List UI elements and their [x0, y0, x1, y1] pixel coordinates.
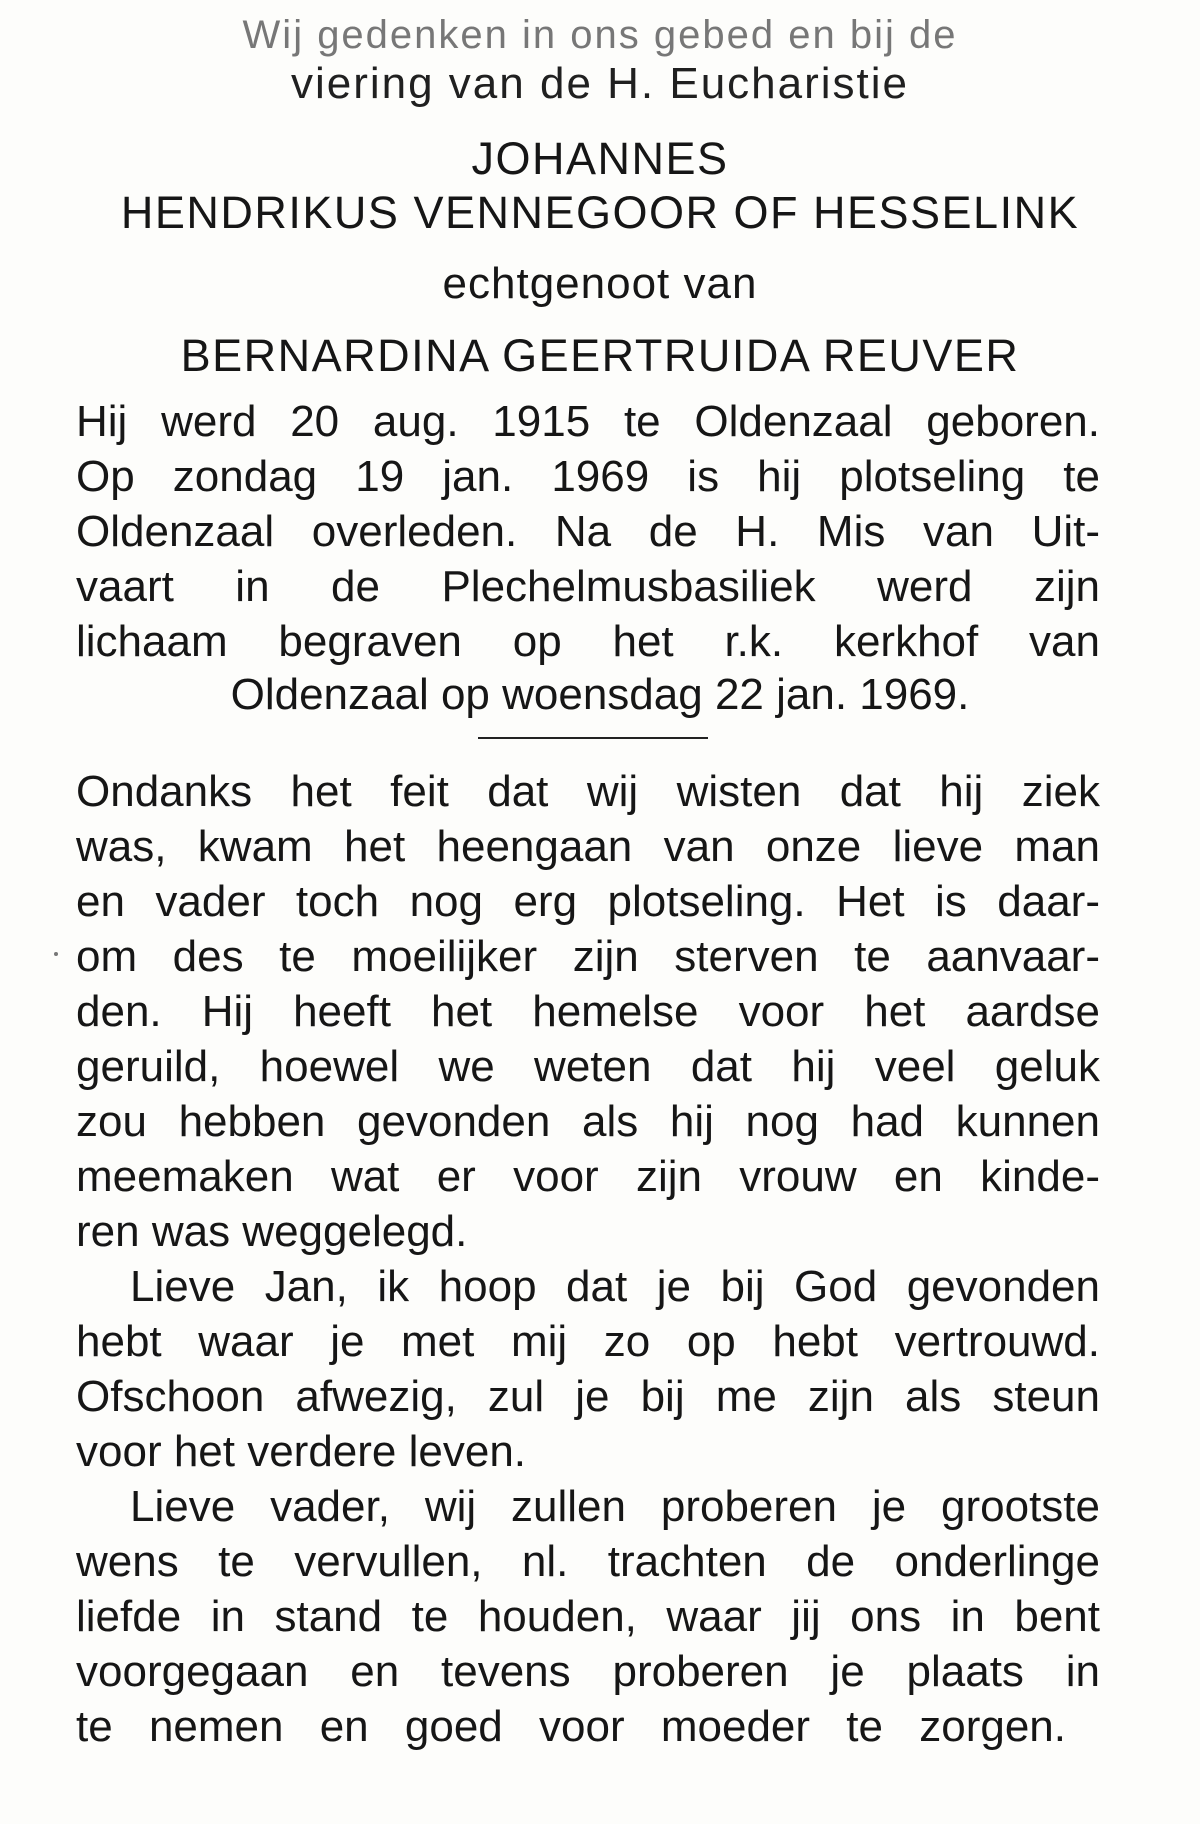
text-line: liefde in stand te houden, waar jij ons in bent: [76, 1595, 1100, 1641]
text-line: voorgegaan en tevens proberen je plaats in: [76, 1650, 1100, 1696]
text-line: en vader toch nog erg plotseling. Het is daar-: [76, 880, 1100, 926]
text-line: te nemen en goed voor moeder te zorgen.: [76, 1705, 1066, 1751]
text-line: wens te vervullen, nl. trachten de onderlinge: [76, 1540, 1100, 1586]
text-line: ren was weggelegd.: [76, 1207, 468, 1256]
text-line: voor het verdere leven.: [76, 1427, 527, 1476]
text-line: hebt waar je met mij zo op hebt vertrouwd.: [76, 1320, 1100, 1366]
bio-line: Op zondag 19 jan. 1969 is hij plotseling te: [76, 455, 1100, 501]
bio-line: Hij werd 20 aug. 1915 te Oldenzaal geboren.: [76, 400, 1100, 446]
relation-label: echtgenoot van: [442, 259, 758, 308]
text-line: Ondanks het feit dat wij wisten dat hij ziek: [76, 770, 1100, 816]
intro-line-2: viering van de H. Eucharistie: [290, 59, 910, 108]
text-line: den. Hij heeft het hemelse voor het aardse: [76, 990, 1100, 1036]
text-line: Ofschoon afwezig, zul je bij me zijn als steun: [76, 1375, 1100, 1421]
bio-line: Oldenzaal overleden. Na de H. Mis van Uit-: [76, 510, 1100, 556]
deceased-first-names: JOHANNES: [471, 133, 729, 184]
text-line: om des te moeilijker zijn sterven te aanvaar-: [76, 935, 1100, 981]
deceased-full-name: HENDRIKUS VENNEGOOR OF HESSELINK: [120, 187, 1080, 238]
text-line: was, kwam het heengaan van onze lieve man: [76, 825, 1100, 871]
text-line: zou hebben gevonden als hij nog had kunnen: [76, 1100, 1100, 1146]
intro-line-1: Wij gedenken in ons gebed en bij de: [242, 13, 958, 57]
bio-line-last: Oldenzaal op woensdag 22 jan. 1969.: [230, 670, 970, 719]
divider-rule: [478, 737, 708, 739]
text-line: Lieve Jan, ik hoop dat je bij God gevonden: [130, 1265, 1100, 1311]
print-speck: [54, 952, 58, 956]
spouse-name: BERNARDINA GEERTRUIDA REUVER: [180, 330, 1020, 381]
text-line: geruild, hoewel we weten dat hij veel geluk: [76, 1045, 1100, 1091]
text-line: meemaken wat er voor zijn vrouw en kinde-: [76, 1155, 1100, 1201]
bio-line: lichaam begraven op het r.k. kerkhof van: [76, 620, 1100, 666]
bio-line: vaart in de Plechelmusbasiliek werd zijn: [76, 565, 1100, 611]
text-line: Lieve vader, wij zullen proberen je grootste: [130, 1485, 1100, 1531]
